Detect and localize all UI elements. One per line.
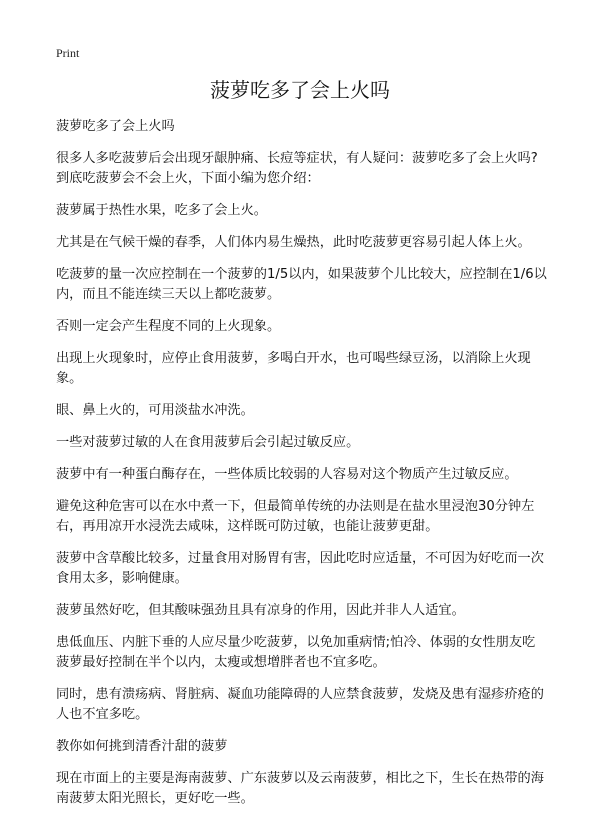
article-paragraph: 一些对菠萝过敏的人在食用菠萝后会引起过敏反应。: [56, 435, 360, 450]
article-body: [56, 117, 548, 821]
page-title: 菠萝吃多了会上火吗: [210, 78, 390, 102]
article-paragraph: 菠萝中有一种蛋白酶存在，一些体质比较弱的人容易对这个物质产生过敏反应。: [56, 467, 518, 482]
article-paragraph: 避免这种危害可以在水中煮一下，但最简单传统的办法则是在盐水里浸泡30分钟左右，再用凉开水浸洗去咸味，这样既可防过敏，也能让菠萝更甜。: [56, 499, 535, 534]
article-paragraph: 菠萝属于热性水果，吃多了会上火。: [56, 203, 267, 218]
section-heading: 教你如何挑到清香汁甜的菠萝: [56, 739, 228, 754]
article-paragraph: 很多人多吃菠萝后会出现牙龈肿痛、长痘等症状，有人疑问：菠萝吃多了会上火吗?到底吃菠萝会不会上火，下面小编为您介绍：: [56, 151, 538, 186]
article-paragraph: 眼、鼻上火的，可用淡盐水冲洗。: [56, 403, 254, 418]
article-paragraph: 出现上火现象时，应停止食用菠萝，多喝白开水，也可喝些绿豆汤，以消除上火现象。: [56, 351, 531, 386]
article-paragraph: 患低血压、内脏下垂的人应尽量少吃菠萝，以免加重病情;怕冷、体弱的女性朋友吃菠萝最好控制在半个以内，太瘦或想增胖者也不宜多吃。: [56, 635, 536, 670]
article-paragraph: 同时，患有溃疡病、肾脏病、凝血功能障碍的人应禁食菠萝，发烧及患有湿疹疥疮的人也不宜多吃。: [56, 687, 544, 722]
article-paragraph: 现在市面上的主要是海南菠萝、广东菠萝以及云南菠萝，相比之下，生长在热带的海南菠萝太阳光照长，更好吃一些。: [56, 771, 544, 806]
article-paragraph: 菠萝虽然好吃，但其酸味强劲且具有凉身的作用，因此并非人人适宜。: [56, 603, 465, 618]
article-paragraph: 菠萝吃多了会上火吗: [56, 119, 175, 134]
article-paragraph: 否则一定会产生程度不同的上火现象。: [56, 319, 281, 334]
article-paragraph: 尤其是在气候干燥的春季，人们体内易生燥热，此时吃菠萝更容易引起人体上火。: [56, 235, 531, 250]
article-paragraph: 吃菠萝的量一次应控制在一个菠萝的1/5以内，如果菠萝个儿比较大，应控制在1/6以内，而且不能连续三天以上都吃菠萝。: [56, 267, 547, 302]
article-paragraph: 菠萝中含草酸比较多，过量食用对肠胃有害，因此吃时应适量，不可因为好吃而一次食用太多，影响健康。: [56, 551, 544, 586]
print-link[interactable]: Print: [56, 46, 80, 60]
